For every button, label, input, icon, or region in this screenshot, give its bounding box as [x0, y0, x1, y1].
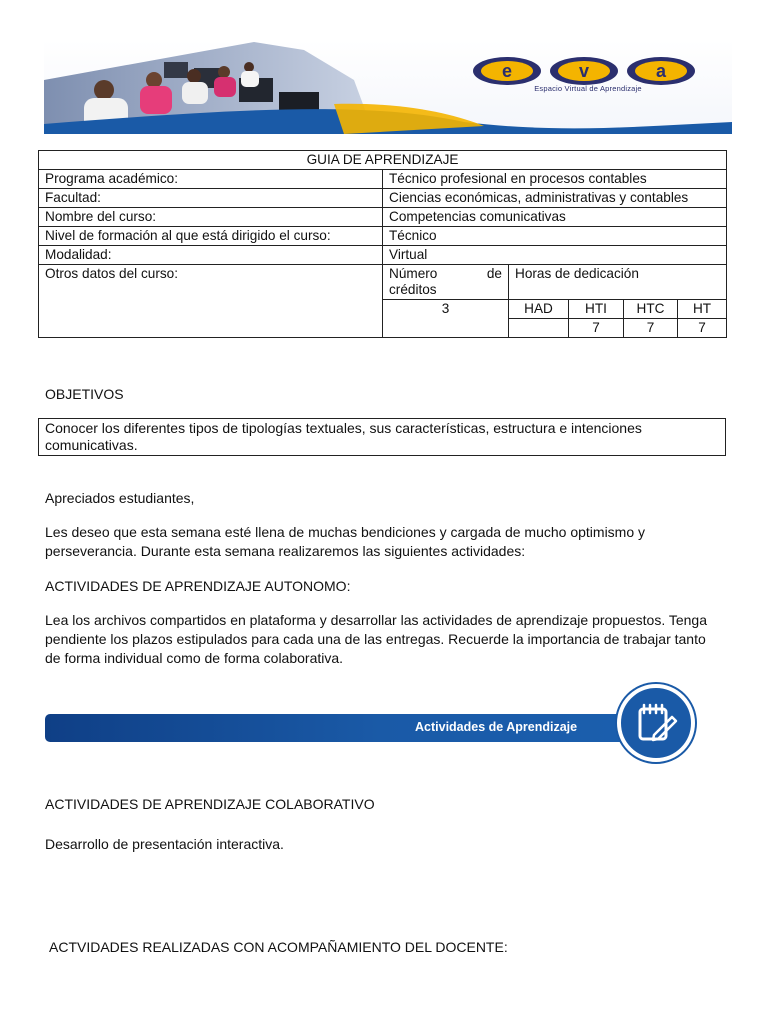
guia-title: GUIA DE APRENDIZAJE [39, 151, 727, 170]
creditos-value: 3 [383, 300, 509, 319]
row-value: Competencias comunicativas [383, 208, 727, 227]
row-label: Nivel de formación al que está dirigido el curso: [39, 227, 383, 246]
logo-subtitle: Espacio Virtual de Aprendizaje [534, 84, 642, 93]
row-value: Técnico profesional en procesos contables [383, 170, 727, 189]
actividades-banner [45, 714, 690, 742]
row-value: Virtual [383, 246, 727, 265]
creditos-empty [383, 319, 509, 338]
hours-header-hti: HTI [569, 300, 624, 319]
hours-header-htc: HTC [624, 300, 678, 319]
hours-value-htc: 7 [624, 319, 678, 338]
objetivos-heading: OBJETIVOS [45, 386, 124, 402]
hours-header-ht: HT [678, 300, 727, 319]
row-label: Nombre del curso: [39, 208, 383, 227]
logo-letter-v: v [578, 61, 590, 81]
row-label: Modalidad: [39, 246, 383, 265]
colaborativo-text: Desarrollo de presentación interactiva. [45, 836, 284, 852]
table-row [39, 246, 727, 265]
creditos-word-1: Número [389, 266, 438, 281]
hours-header-had: HAD [509, 300, 569, 319]
intro-paragraph: Les deseo que esta semana esté llena de muchas bendiciones y cargada de mucho optimismo y perseverancia. Durante esta semana realizaremos las siguientes actividades: [45, 524, 646, 559]
docente-heading: ACTVIDADES REALIZADAS CON ACOMPAÑAMIENTO DEL DOCENTE: [49, 939, 508, 955]
hours-value-hti: 7 [569, 319, 624, 338]
table-title-row [39, 151, 727, 170]
creditos-word-2: de [486, 266, 502, 281]
row-label: Programa académico: [39, 170, 383, 189]
table-row [39, 170, 727, 189]
notepad-svg [632, 699, 680, 747]
table-row [39, 265, 727, 300]
creditos-label [383, 265, 509, 300]
objetivos-box: Conocer los diferentes tipos de tipologías textuales, sus características, estructura e intenciones comunicativas. [38, 418, 726, 456]
row-label: Facultad: [39, 189, 383, 208]
notepad-pencil-icon [617, 684, 695, 762]
banner-label: Actividades de Aprendizaje [415, 720, 578, 734]
row-value: Técnico [383, 227, 727, 246]
horas-label: Horas de dedicación [509, 265, 727, 300]
logo-letter-a: a [655, 61, 667, 81]
logo-letter-e: e [501, 61, 513, 81]
row-value: Ciencias económicas, administrativas y contables [383, 189, 727, 208]
creditos-word-3: créditos [389, 282, 437, 297]
hours-value-ht: 7 [678, 319, 727, 338]
colaborativo-heading: ACTIVIDADES DE APRENDIZAJE COLABORATIVO [45, 796, 375, 812]
table-row [39, 208, 727, 227]
hours-value-had [509, 319, 569, 338]
autonomo-paragraph: Lea los archivos compartidos en plataforma y desarrollar las actividades de aprendizaje propuestos. Tenga pendiente los plazos estipulados para cada una de las entregas. Recuerde la importancia de trabajar tanto de forma individual como de forma colaborativa. [45, 612, 708, 666]
table-row [39, 189, 727, 208]
autonomo-heading: ACTIVIDADES DE APRENDIZAJE AUTONOMO: [45, 578, 351, 594]
guia-table [38, 150, 727, 338]
greeting: Apreciados estudiantes, [45, 490, 195, 506]
table-row [39, 227, 727, 246]
otros-label: Otros datos del curso: [39, 265, 383, 338]
